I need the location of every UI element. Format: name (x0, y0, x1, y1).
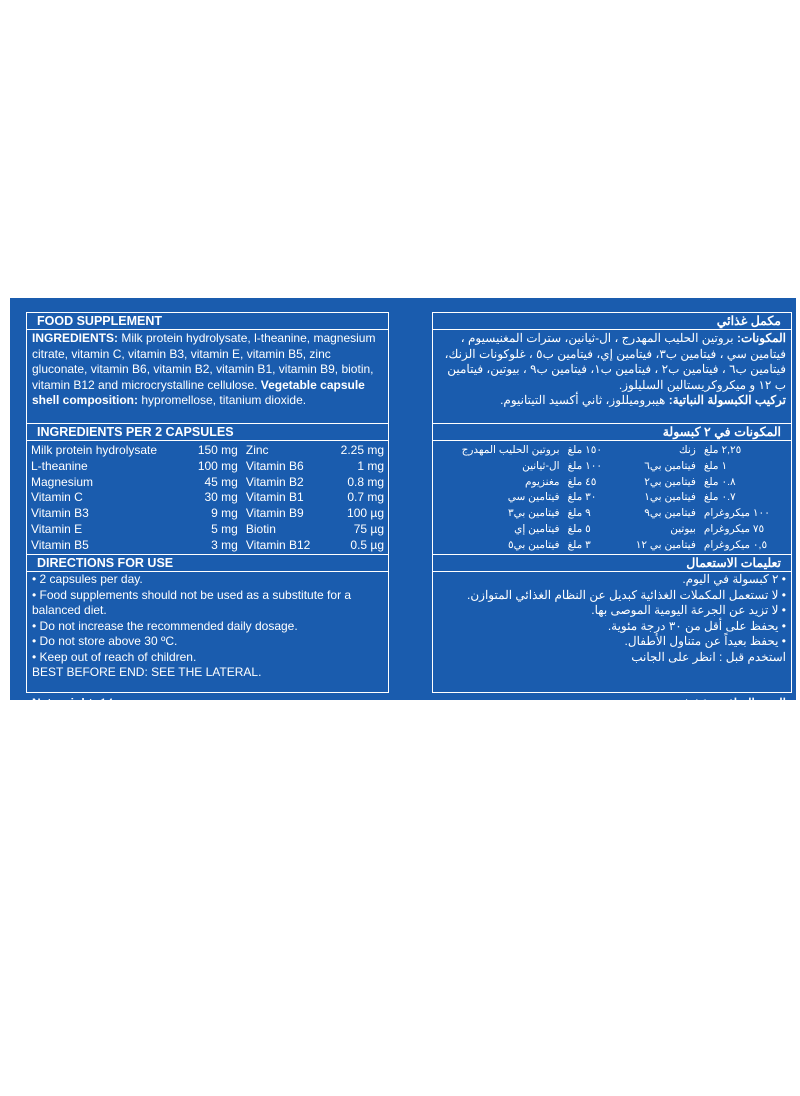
directions-title: DIRECTIONS FOR USE (27, 555, 388, 572)
nutrient-amount: ٧٥ ميكروغرام (703, 522, 765, 535)
nutrient-amount: 9 mg (211, 506, 238, 521)
nutrient-amount: 45 mg (204, 474, 238, 489)
nutrient-name: فيتامين بي٦ (644, 459, 696, 472)
nutrient-amount: ٥ ملغ (567, 522, 591, 535)
direction-item: • Food supplements should not be used as a substitute for a balanced diet. (32, 587, 352, 617)
nutrient-amount: ٠.٨ ملغ (703, 475, 736, 488)
food-supplement-title: FOOD SUPPLEMENT (27, 313, 388, 330)
nutrient-name: بيوتين (670, 522, 696, 535)
ar-per-2-capsules-table (433, 441, 791, 555)
nutrient-name: Vitamin B5 (31, 537, 89, 552)
ar-net-weight-label: الوزن الصافي : (710, 696, 786, 710)
nutrient-name: Vitamin B2 (245, 474, 304, 489)
capsule-shell-text: hypromellose, titanium dioxide. (138, 393, 307, 407)
nutrient-name: Vitamin B1 (245, 490, 304, 505)
ingredients-label: INGREDIENTS: (32, 331, 119, 345)
direction-item: • يحفظ بعيداً عن متناول الأطفال. (624, 634, 786, 648)
table-row (27, 506, 388, 522)
direction-item: • لا تزيد عن الجرعة اليومية الموصى بها. (591, 603, 786, 617)
nutrient-name: فيتامين بي٢ (644, 475, 696, 488)
nutrient-name: فيتامين بي١ (644, 491, 696, 504)
product-label-panel (10, 298, 796, 710)
nutrient-amount: ٩ ملغ (567, 507, 591, 520)
capsule-shell-label: Vegetable capsule shell composition: (32, 377, 365, 407)
nutrient-name: Vitamin B12 (245, 537, 311, 552)
nutrient-name: Magnesium (31, 474, 94, 489)
table-row (433, 522, 791, 538)
nutrient-name: L-theanine (31, 458, 88, 473)
nutrient-name: Milk protein hydrolysate (31, 443, 158, 457)
nutrient-name: Vitamin E (31, 521, 83, 536)
ar-per-2-capsules-title: المكونات في ٢ كبسولة (433, 424, 791, 441)
nutrient-name: فيتامين بي٩ (644, 507, 696, 520)
table-row (433, 538, 791, 554)
table-row (27, 490, 388, 506)
directions-section (27, 572, 388, 693)
direction-item: • 2 capsules per day. (32, 572, 143, 586)
nutrient-name: مغنزيوم (525, 475, 560, 488)
nutrient-amount: 0.5 µg (350, 537, 384, 552)
table-row (27, 459, 388, 475)
direction-item: • ٢ كبسولة في اليوم. (682, 572, 786, 586)
ar-capsule-shell-text: هيبروميللوز، ثاني أكسيد التيتانيوم. (500, 393, 669, 407)
ar-ingredients-section (433, 330, 791, 424)
nutrient-amount: 100 mg (197, 458, 238, 473)
nutrient-name: فيتامين بي٣ (507, 507, 560, 520)
table-row (433, 443, 791, 459)
nutrient-amount: ٠,٥ ميكروغرام (703, 538, 768, 551)
ar-food-supplement-title: مكمل غذائي (433, 313, 791, 330)
table-row (433, 459, 791, 475)
nutrient-name: فيتامين بي ١٢ (635, 538, 696, 551)
nutrient-name: Biotin (245, 521, 276, 536)
nutrient-amount: 150 mg (197, 443, 238, 457)
nutrient-name: Vitamin B9 (245, 506, 304, 521)
nutrient-name: فيتامين إي (514, 522, 560, 535)
ar-directions-section (433, 572, 791, 693)
nutrient-amount: 3 mg (211, 537, 238, 552)
table-row (27, 443, 388, 459)
ar-capsule-shell-label: تركيب الكبسولة النباتية: (668, 393, 786, 407)
nutrient-name: فيتامين بي٥ (507, 538, 560, 551)
nutrient-name: زنك (679, 444, 696, 456)
nutrient-name: فيتامين سي (507, 491, 560, 504)
nutrient-amount: ١٠٠ ميكروغرام (703, 507, 770, 520)
arabic-column (432, 312, 792, 710)
nutrient-name: Vitamin B6 (245, 458, 304, 473)
nutrient-amount: ٢,٢٥ ملغ (703, 444, 742, 456)
table-row (433, 506, 791, 522)
nutrient-amount: ١٠٠ ملغ (567, 459, 603, 472)
best-before-text: BEST BEFORE END: SEE THE LATERAL. (32, 665, 262, 679)
ar-ingredients-text: بروتين الحليب المهدرج ، ال-ثيانين، سترات المغنيسيوم ، فيتامين سي ، فيتامين ب٣، فيتامين إي، فيتامين ب٥ ، غلوكونات الزنك، فيتامين ب٦ ، فيتامين ب٢ ، فيتامين ب١، فيتامين ب٩ ، بيوتين، فيتامين ب ١٢ و ميكروكريستالين السليلوز. (444, 331, 786, 392)
ingredients-text: Milk protein hydrolysate, l-theanine, magnesium citrate, vitamin C, vitamin B3, vitamin E, vitamin B5, zinc gluconate, vitamin B6, vitamin B2, vitamin B1, vitamin B9, biotin, vitamin B12 and microcrystalline cellulose. (32, 331, 376, 392)
per-2-capsules-table (27, 441, 388, 555)
nutrient-amount: 1 mg (357, 458, 384, 473)
nutrient-amount: ١٥٠ ملغ (567, 444, 603, 456)
nutrient-amount: ١ ملغ (703, 459, 728, 472)
net-weight (27, 693, 388, 713)
nutrient-amount: 5 mg (211, 521, 238, 536)
nutrient-amount: 75 µg (353, 521, 384, 536)
nutrient-name: Zinc (245, 443, 269, 457)
nutrient-name: ال-ثيانين (522, 459, 560, 472)
nutrient-amount: ٣ ملغ (567, 538, 591, 551)
nutrient-amount: 2.25 mg (340, 443, 384, 457)
direction-item: • لا تستعمل المكملات الغذائية كبديل عن النظام الغذائي المتوازن. (467, 587, 786, 602)
nutrient-amount: ٤٥ ملغ (567, 475, 597, 488)
direction-item: • Do not increase the recommended daily dosage. (32, 618, 298, 633)
direction-item: • يحفظ على أقل من ٣٠ درجة مئوية. (607, 618, 786, 633)
nutrient-name: Vitamin C (31, 490, 83, 505)
nutrient-amount: 0.7 mg (347, 490, 384, 505)
nutrient-amount: ٠.٧ ملغ (703, 491, 736, 504)
nutrient-amount: 0.8 mg (347, 474, 384, 489)
nutrient-amount: 30 mg (204, 490, 238, 505)
net-weight-value: 14 g (96, 696, 124, 710)
ar-net-weight-value: ١٤ غ (684, 696, 711, 710)
ar-net-weight (433, 693, 791, 713)
table-row (27, 475, 388, 491)
direction-item: • Do not store above 30 ºC. (32, 634, 178, 648)
per-2-capsules-title: INGREDIENTS PER 2 CAPSULES (27, 424, 388, 441)
nutrient-amount: 100 µg (347, 506, 384, 521)
table-row (433, 475, 791, 491)
nutrient-name: بروتين الحليب المهدرج (461, 444, 560, 456)
table-row (433, 490, 791, 506)
direction-item: • Keep out of reach of children. (32, 649, 197, 664)
ingredients-section (27, 330, 388, 424)
ar-directions-title: تعليمات الاستعمال (433, 555, 791, 572)
table-row (27, 538, 388, 554)
nutrient-amount: ٣٠ ملغ (567, 491, 597, 504)
english-column (26, 312, 389, 710)
table-row (27, 522, 388, 538)
net-weight-label: Net weight: (32, 696, 97, 710)
ar-ingredients-label: المكونات: (736, 331, 786, 345)
ar-best-before-text: استخدم قبل : انظر على الجانب (631, 649, 786, 664)
nutrient-name: Vitamin B3 (31, 506, 89, 521)
